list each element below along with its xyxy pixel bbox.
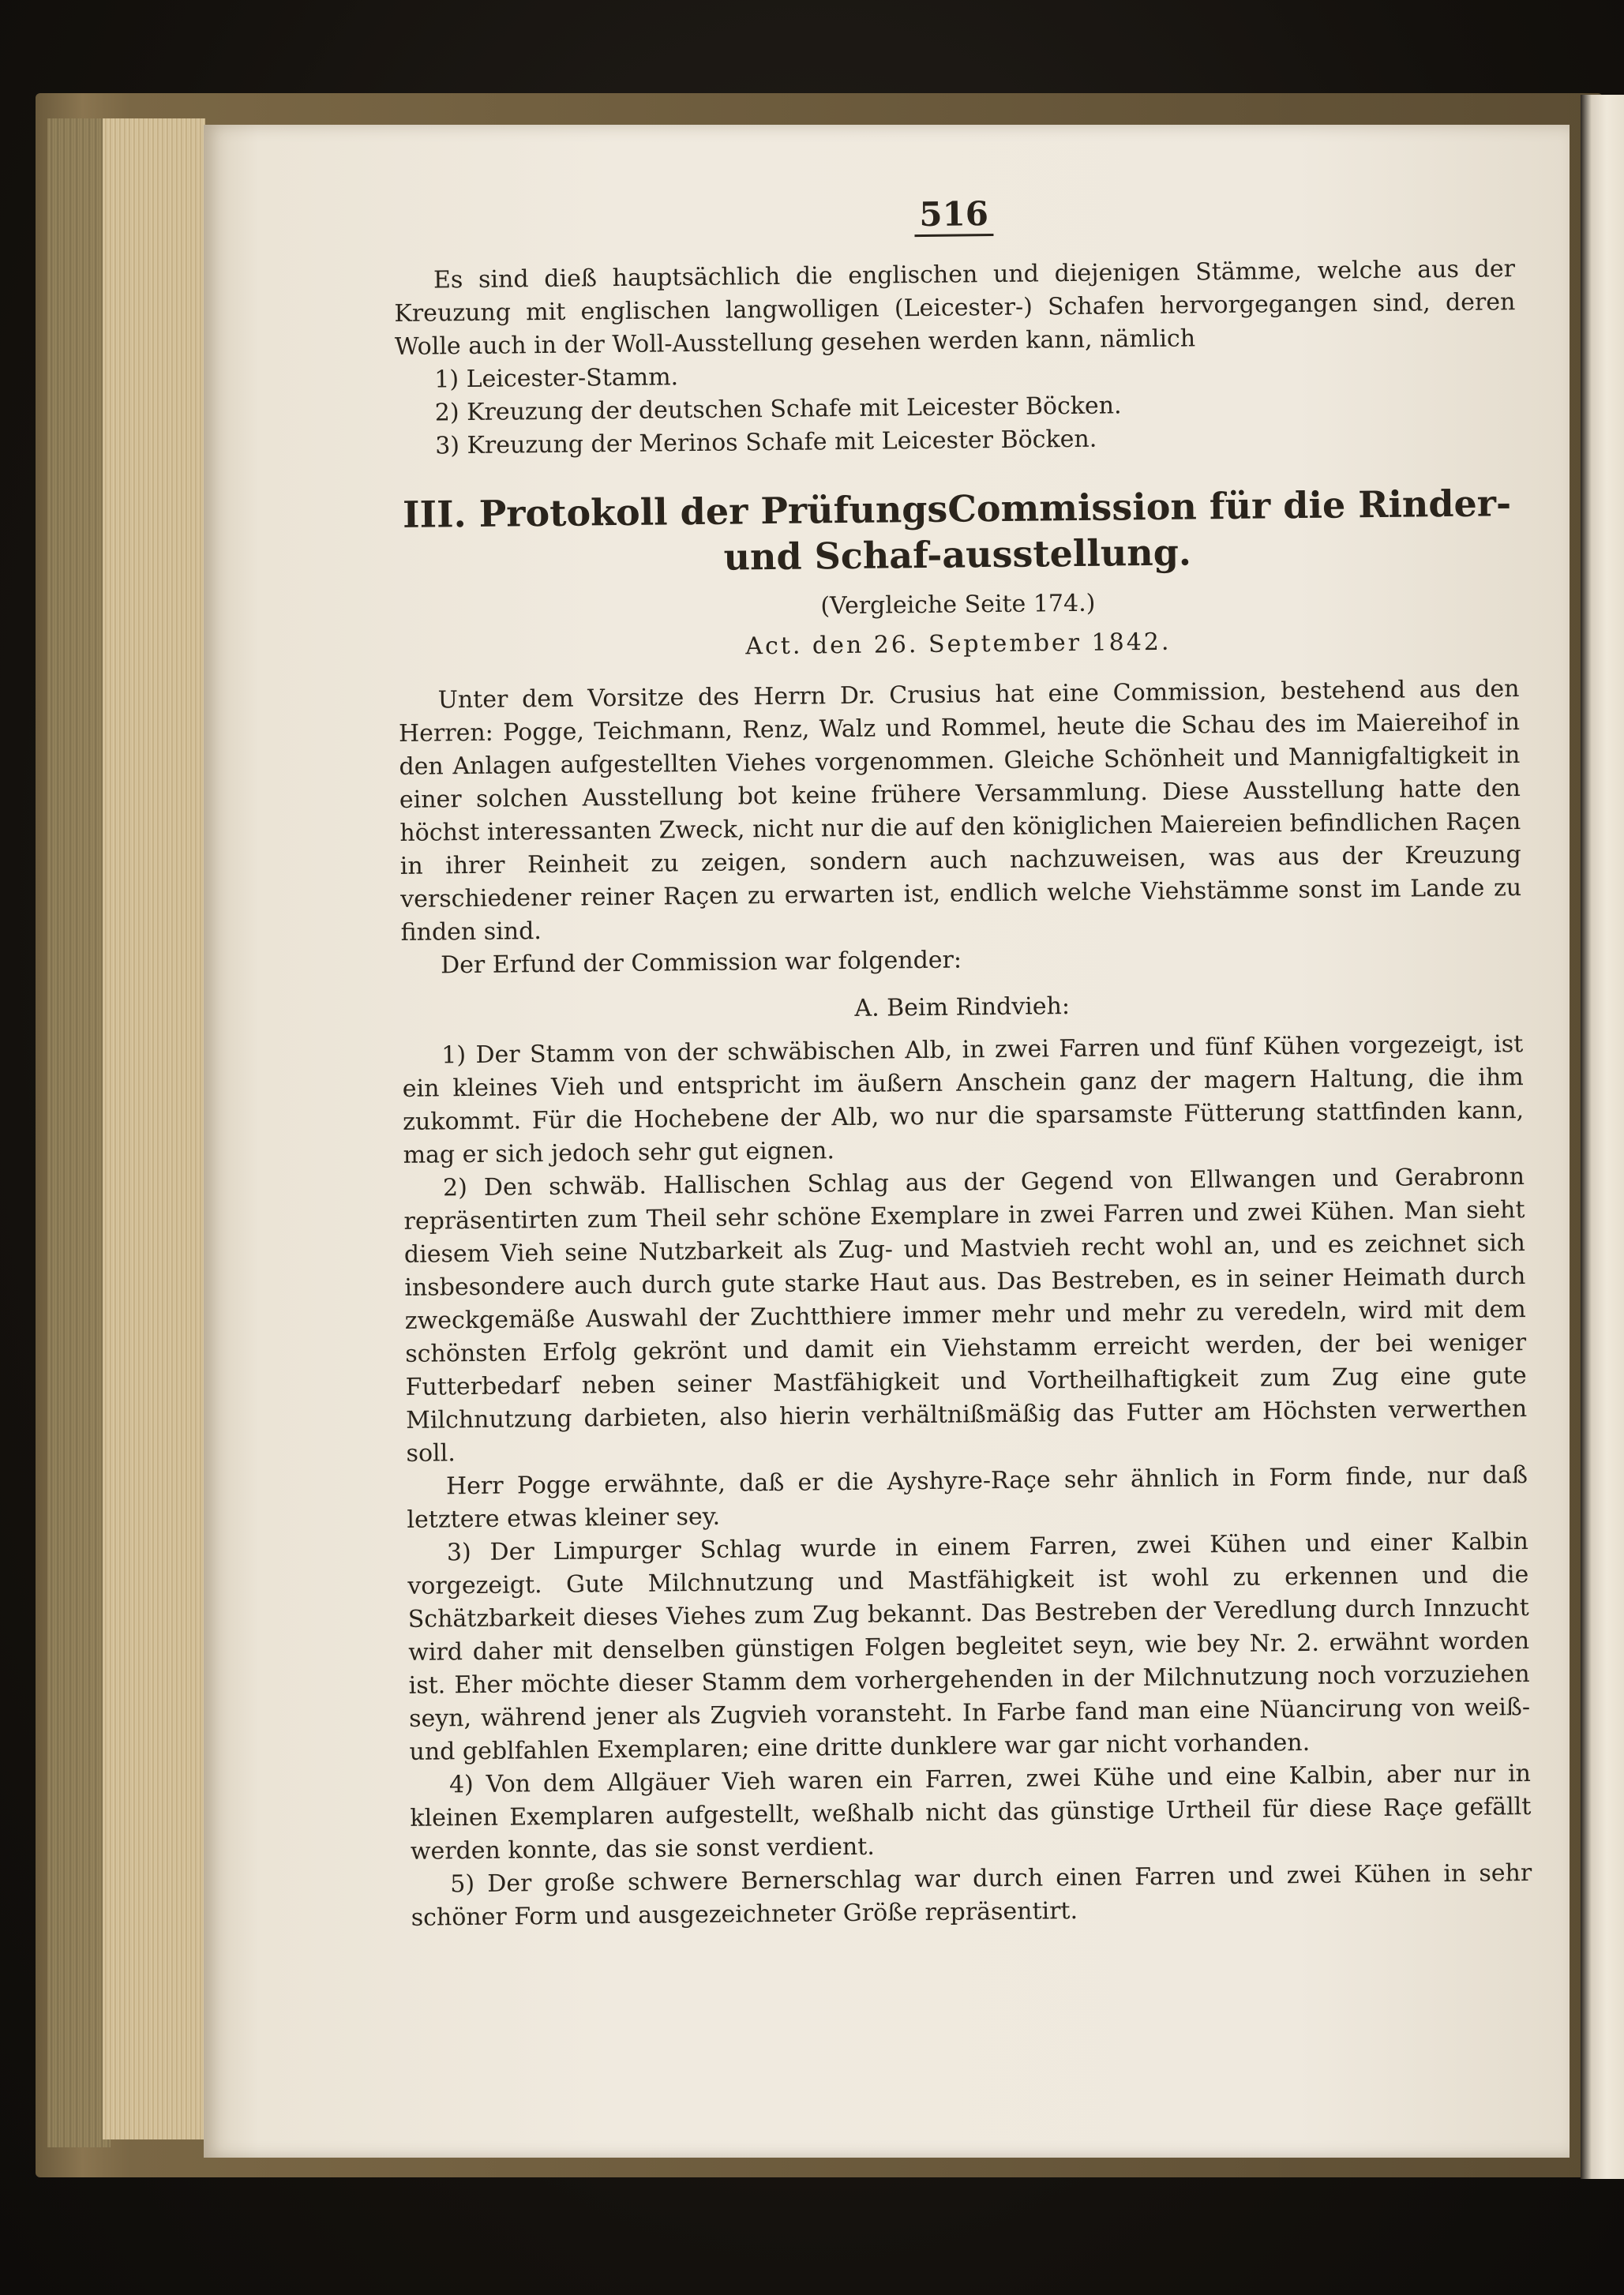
- numbered-item: 3) Der Limpurger Schlag wurde in einem Farren, zwei Kühen und einer Kalbin vorgezeigt. Gute Milchnutzung und Mastfähigkeit ist wohl zu erkennen und die Schätzbarkeit dieses Viehes zum Zug bekannt. Das Bestreben der Veredlung durch Innzucht wird daher mit denselben günstigen Folgen begleitet seyn, wie bey Nr. 2. erwähnt worden ist. Eher möchte dieser Stamm dem vorhergehenden in der Milchnutzung noch vorzuziehen seyn, während jener als Zugvieh voransteht. In Farbe fand man eine Nüancirung von weiß- und geblfahlen Exemplaren; eine dritte dunklere war gar nicht vorhanden.: [407, 1528, 1531, 1766]
- paragraph: Unter dem Vorsitze des Herrn Dr. Crusius hat eine Commission, bestehend aus den Herren: Pogge, Teichmann, Renz, Walz und Rommel, heute die Schau des im Maiereihof in den Anlagen aufgestellten Viehes vorgenommen. Gleiche Schönheit und Mannigfaltigkeit in einer solchen Ausstellung bot keine frühere Versammlung. Diese Ausstellung hatte den höchst interessanten Zweck, nicht nur die auf den königlichen Maiereien befindlichen Raçen in ihrer Reinheit zu zeigen, sondern auch nachzuweisen, was aus der Kreuzung verschiedener reiner Raçen zu erwarten ist, endlich welche Viehstämme sonst im Lande zu finden sind.: [398, 675, 1522, 947]
- page-edges: [103, 118, 205, 2139]
- list-item: 1) Leicester-Stamm.: [434, 363, 679, 394]
- paragraph: Der Erfund der Commission war folgender:: [440, 946, 962, 980]
- compare-note: (Vergleiche Seite 174.): [820, 589, 1096, 621]
- numbered-item: 4) Von dem Allgäuer Vieh waren ein Farren, zwei Kühe und eine Kalbin, aber nur in kleinen Exemplaren aufgestellt, weßhalb nicht das günstige Urtheil für diese Raçe gefällt werden konnte, das sie sonst verdient.: [410, 1760, 1532, 1866]
- book-spine: [47, 118, 111, 2147]
- subheading: A. Beim Rindvieh:: [854, 992, 1071, 1022]
- page-text: [393, 192, 1532, 1935]
- numbered-item: 5) Der große schwere Bernerschlag war durch einen Farren und zwei Kühen in sehr schöner Form und ausgezeichneter Größe repräsentirt.: [411, 1859, 1532, 1932]
- date-line: Act. den 26. September 1842.: [745, 628, 1172, 661]
- book-page: [204, 125, 1570, 2158]
- intro-paragraph: Es sind dieß hauptsächlich die englischen und diejenigen Stämme, welche aus der Kreuzung mit englischen langwolligen (Leicester-) Schafen hervorgegangen sind, deren Wolle auch in der Woll-Ausstellung gesehen werden kann, nämlich: [394, 255, 1516, 361]
- list-item: 3) Kreuzung der Merinos Schafe mit Leicester Böcken.: [435, 425, 1097, 460]
- page-number: 516: [393, 192, 1514, 242]
- list-item: 2) Kreuzung der deutschen Schafe mit Leicester Böcken.: [434, 392, 1122, 427]
- numbered-item: 1) Der Stamm von der schwäbischen Alb, in zwei Farren und fünf Kühen vorgezeigt, ist ein kleines Vieh und entspricht im äußern Anschein ganz der magern Haltung, die ihm zukommt. Für die Hochebene der Alb, wo nur die sparsamste Fütterung stattfinden kann, mag er sich jedoch sehr gut eignen.: [402, 1030, 1525, 1169]
- paragraph: Herr Pogge erwähnte, daß er die Ayshyre-Raçe sehr ähnlich in Form finde, nur daß letztere etwas kleiner sey.: [407, 1461, 1528, 1534]
- section-title: III. Protokoll der PrüfungsCommission für die Rinder- und Schaf-ausstellung.: [402, 482, 1512, 579]
- numbered-item: 2) Den schwäb. Hallischen Schlag aus der Gegend von Ellwangen und Gerabronn repräsentirten zum Theil sehr schöne Exemplare in zwei Farren und zwei Kühen. Man sieht diesem Vieh seine Nutzbarkeit als Zug- und Mastvieh recht wohl an, und es zeichnet sich insbesondere auch durch gute starke Haut aus. Das Bestreben, es in seiner Heimath durch zweckgemäße Auswahl der Zuchtthiere immer mehr und mehr zu veredeln, wird mit dem schönsten Erfolg gekrönt und damit ein Viehstamm erreicht werden, der bei weniger Futterbedarf neben seiner Mastfähigkeit und Vortheilhaftigkeit zum Zug eine gute Milchnutzung darbieten, also hierin verhältnißmäßig das Futter am Höchsten verwerthen soll.: [403, 1163, 1528, 1468]
- facing-page-edge: [1581, 95, 1624, 2179]
